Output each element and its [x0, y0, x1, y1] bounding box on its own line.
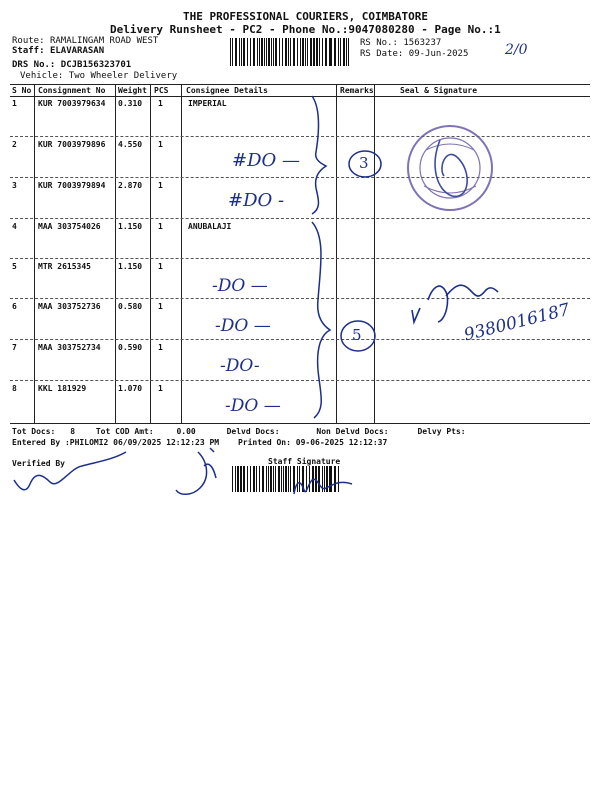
barcode-bar [343, 38, 345, 66]
barcode-bar [250, 38, 251, 66]
col-header-sno: S No [12, 86, 32, 95]
col-header-consignment: Consignment No [38, 86, 106, 95]
tot-docs-label: Tot Docs: [12, 427, 56, 436]
row-sno: 3 [12, 181, 17, 190]
row-consignment: KUR 7003979634 [38, 99, 106, 108]
barcode-bar [257, 38, 258, 66]
row-consignment: MAA 303752736 [38, 302, 101, 311]
barcode-bar [235, 466, 236, 492]
barcode-bar [239, 38, 240, 66]
barcode-bar [330, 466, 331, 492]
barcode-bar [290, 466, 291, 492]
barcode-bar [312, 466, 314, 492]
barcode-bar [348, 38, 349, 66]
printed-on-label: Printed On: [237, 438, 291, 447]
row-weight: 2.870 [118, 181, 143, 190]
barcode-bar [319, 38, 320, 66]
row-consignment: KKL 181929 [38, 384, 87, 393]
row-consignee: ANUBALAJI [188, 222, 232, 231]
manager-signature [176, 448, 216, 494]
barcode-bar [326, 466, 328, 492]
entered-by-value: PHILOMI2 06/09/2025 12:12:23 PM [69, 438, 220, 447]
row-pcs: 1 [158, 343, 163, 352]
barcode-bar [302, 466, 304, 492]
staff-value: ELAVARASAN [49, 46, 105, 56]
barcode-bar [268, 38, 270, 66]
barcode-bar [293, 466, 295, 492]
col-rule-2 [115, 84, 116, 424]
barcode-bar [306, 466, 307, 492]
handwritten-ditto: -DO — [212, 276, 268, 296]
row-weight: 0.580 [118, 302, 143, 311]
barcode-bar [273, 38, 274, 66]
rs-no-label: RS No.: [360, 38, 398, 48]
barcode-bar [288, 466, 289, 492]
row-weight: 0.590 [118, 343, 143, 352]
vehicle-label: Vehicle: [20, 71, 64, 81]
barcode-bar [232, 466, 233, 492]
row-consignment: KUR 7003979896 [38, 140, 106, 149]
rs-no-value: 1563237 [403, 38, 442, 48]
tot-cod-label: Tot COD Amt: [95, 427, 154, 436]
runsheet-title: Delivery Runsheet - PC2 - Phone No.:9047080280 - Page No.:1 [110, 23, 501, 36]
col-header-pcs: PCS [154, 86, 169, 95]
row-divider [10, 298, 590, 299]
tick-mark [412, 308, 420, 322]
circled-count: 5 [352, 326, 362, 344]
barcode-bar [307, 38, 308, 66]
row-sno: 7 [12, 343, 17, 352]
barcode-bar [316, 38, 318, 66]
barcode-bar [253, 466, 255, 492]
vehicle-value: Two Wheeler Delivery [68, 71, 178, 81]
barcode-bar [232, 38, 233, 66]
rs-date-field [360, 49, 468, 59]
row-sno: 8 [12, 384, 17, 393]
row-divider [10, 136, 590, 137]
tot-cod-value: 0.00 [176, 427, 196, 436]
barcode-bar [241, 466, 242, 492]
barcode-bar [275, 466, 276, 492]
barcode-bar [278, 466, 280, 492]
row-pcs: 1 [158, 140, 163, 149]
col-rule-6 [374, 84, 375, 424]
staff-field [12, 46, 104, 56]
barcode-bar [259, 466, 260, 492]
barcode-bar [243, 38, 245, 66]
route-label: Route: [12, 36, 45, 46]
barcode-bar [346, 38, 347, 66]
drs-label: DRS No.: [12, 60, 56, 70]
barcode-bar [322, 466, 323, 492]
barcode-bar [253, 38, 255, 66]
barcode-bar [297, 38, 298, 66]
barcode-bar [334, 38, 336, 66]
row-sno: 5 [12, 262, 17, 271]
rs-date-label: RS Date: [360, 49, 404, 59]
drs-field [12, 60, 131, 70]
barcode-bar [338, 466, 339, 492]
brace-group-2 [312, 222, 330, 418]
row-weight: 4.550 [118, 140, 143, 149]
barcode-bar [275, 38, 277, 66]
barcode-bar [241, 38, 242, 66]
barcode-bar [322, 38, 323, 66]
barcode-bar [290, 38, 291, 66]
barcode-bar [329, 38, 330, 66]
barcode-bar [318, 466, 320, 492]
barcode-bar [266, 466, 267, 492]
barcode-bar [240, 466, 241, 492]
row-pcs: 1 [158, 302, 163, 311]
staff-signature-label: Staff Signature [268, 457, 341, 466]
barcode-bar [288, 38, 289, 66]
handwritten-phone: 9380016187 [462, 299, 572, 346]
barcode-bar [338, 38, 339, 66]
row-divider [10, 258, 590, 259]
barcode-bar [302, 38, 304, 66]
verifier-signature [14, 452, 126, 490]
barcode-bar [313, 38, 314, 66]
barcode-bar [293, 38, 295, 66]
row-consignment: MAA 303754026 [38, 222, 101, 231]
vehicle-field [20, 71, 177, 81]
row-consignment: MAA 303752734 [38, 343, 101, 352]
handwritten-ditto: #DO — [232, 150, 300, 171]
footer-totals [12, 427, 592, 436]
row-weight: 1.070 [118, 384, 143, 393]
barcode-bar [310, 38, 312, 66]
table-header-rule [10, 96, 590, 97]
barcode-bar [237, 466, 239, 492]
brace-group-1 [312, 96, 326, 214]
barcode-bar [261, 38, 263, 66]
circled-count: 3 [359, 154, 369, 172]
company-seal [408, 126, 492, 210]
barcode-bar [264, 38, 265, 66]
tot-docs-value: 8 [70, 427, 76, 436]
entered-by-label: Entered By : [12, 438, 70, 447]
col-rule-4 [181, 84, 182, 424]
barcode-bar [305, 38, 306, 66]
handwritten-ditto: -DO — [225, 396, 281, 416]
col-header-consignee: Consignee Details [186, 86, 268, 95]
barcode-bar [297, 466, 298, 492]
route-field [12, 36, 158, 46]
barcode-bar [300, 38, 301, 66]
row-weight: 1.150 [118, 222, 143, 231]
barcode-bar [270, 466, 272, 492]
printed-on-value: 09-06-2025 12:12:37 [295, 438, 388, 447]
barcode-bar [271, 38, 272, 66]
barcode-bar [330, 38, 331, 66]
barcode-bar [285, 466, 287, 492]
barcode-bar [299, 466, 300, 492]
col-rule-1 [34, 84, 35, 424]
row-consignment: KUR 7003979894 [38, 181, 106, 190]
barcode-bar [314, 38, 315, 66]
company-title: THE PROFESSIONAL COURIERS, COIMBATORE [183, 10, 429, 23]
col-header-remarks: Remarks [340, 86, 374, 95]
row-divider [10, 218, 590, 219]
row-divider [10, 339, 590, 340]
barcode-bar [243, 466, 245, 492]
col-rule-3 [150, 84, 151, 424]
col-header-weight: Weight [118, 86, 147, 95]
row-divider [10, 380, 590, 381]
barcode-bar [316, 466, 317, 492]
drs-value: DCJB156323701 [60, 60, 132, 70]
handwritten-ditto: -DO — [215, 316, 271, 336]
barcode-bar [281, 466, 282, 492]
row-sno: 1 [12, 99, 17, 108]
delvy-pts-label: Delvy Pts: [417, 427, 466, 436]
header-barcode [230, 38, 350, 66]
handwritten-fraction: 2/0 [505, 42, 528, 58]
route-value: RAMALINGAM ROAD WEST [49, 36, 159, 46]
barcode-bar [262, 466, 264, 492]
barcode-bar [329, 466, 330, 492]
row-sno: 2 [12, 140, 17, 149]
row-pcs: 1 [158, 181, 163, 190]
barcode-bar [230, 38, 231, 66]
col-rule-5 [336, 84, 337, 424]
staff-label: Staff: [12, 46, 45, 56]
barcode-bar [285, 38, 287, 66]
barcode-bar [247, 38, 248, 66]
footer-barcode [232, 466, 340, 492]
barcode-bar [340, 38, 341, 66]
barcode-bar [334, 466, 336, 492]
row-divider [10, 177, 590, 178]
non-delvd-label: Non Delvd Docs: [316, 427, 389, 436]
row-pcs: 1 [158, 262, 163, 271]
col-header-seal: Seal & Signature [400, 86, 478, 95]
handwritten-ditto: -DO- [220, 356, 260, 376]
table-top-rule [10, 84, 590, 85]
table-bottom-rule [10, 423, 590, 424]
barcode-bar [235, 38, 237, 66]
row-pcs: 1 [158, 384, 163, 393]
barcode-bar [324, 466, 325, 492]
barcode-bar [250, 466, 251, 492]
barcode-bar [273, 466, 274, 492]
barcode-bar [268, 466, 269, 492]
receiver-signature [428, 285, 498, 322]
barcode-bar [315, 466, 316, 492]
row-weight: 1.150 [118, 262, 143, 271]
row-consignment: MTR 2615345 [38, 262, 91, 271]
row-sno: 4 [12, 222, 17, 231]
rs-no-field [360, 38, 441, 48]
row-sno: 6 [12, 302, 17, 311]
barcode-bar [259, 38, 260, 66]
barcode-bar [282, 38, 283, 66]
barcode-bar [266, 38, 267, 66]
verified-by-label: Verified By [12, 459, 65, 468]
barcode-bar [309, 466, 310, 492]
row-weight: 0.310 [118, 99, 143, 108]
barcode-bar [247, 466, 248, 492]
handwritten-ditto: #DO - [228, 190, 285, 211]
barcode-bar [256, 466, 257, 492]
rs-date-value: 09-Jun-2025 [408, 49, 469, 59]
row-pcs: 1 [158, 222, 163, 231]
delvd-docs-label: Delvd Docs: [226, 427, 280, 436]
footer-entered-printed [12, 438, 387, 447]
row-consignee: IMPERIAL [188, 99, 227, 108]
barcode-bar [279, 38, 280, 66]
barcode-bar [283, 466, 284, 492]
barcode-bar [325, 38, 327, 66]
row-pcs: 1 [158, 99, 163, 108]
